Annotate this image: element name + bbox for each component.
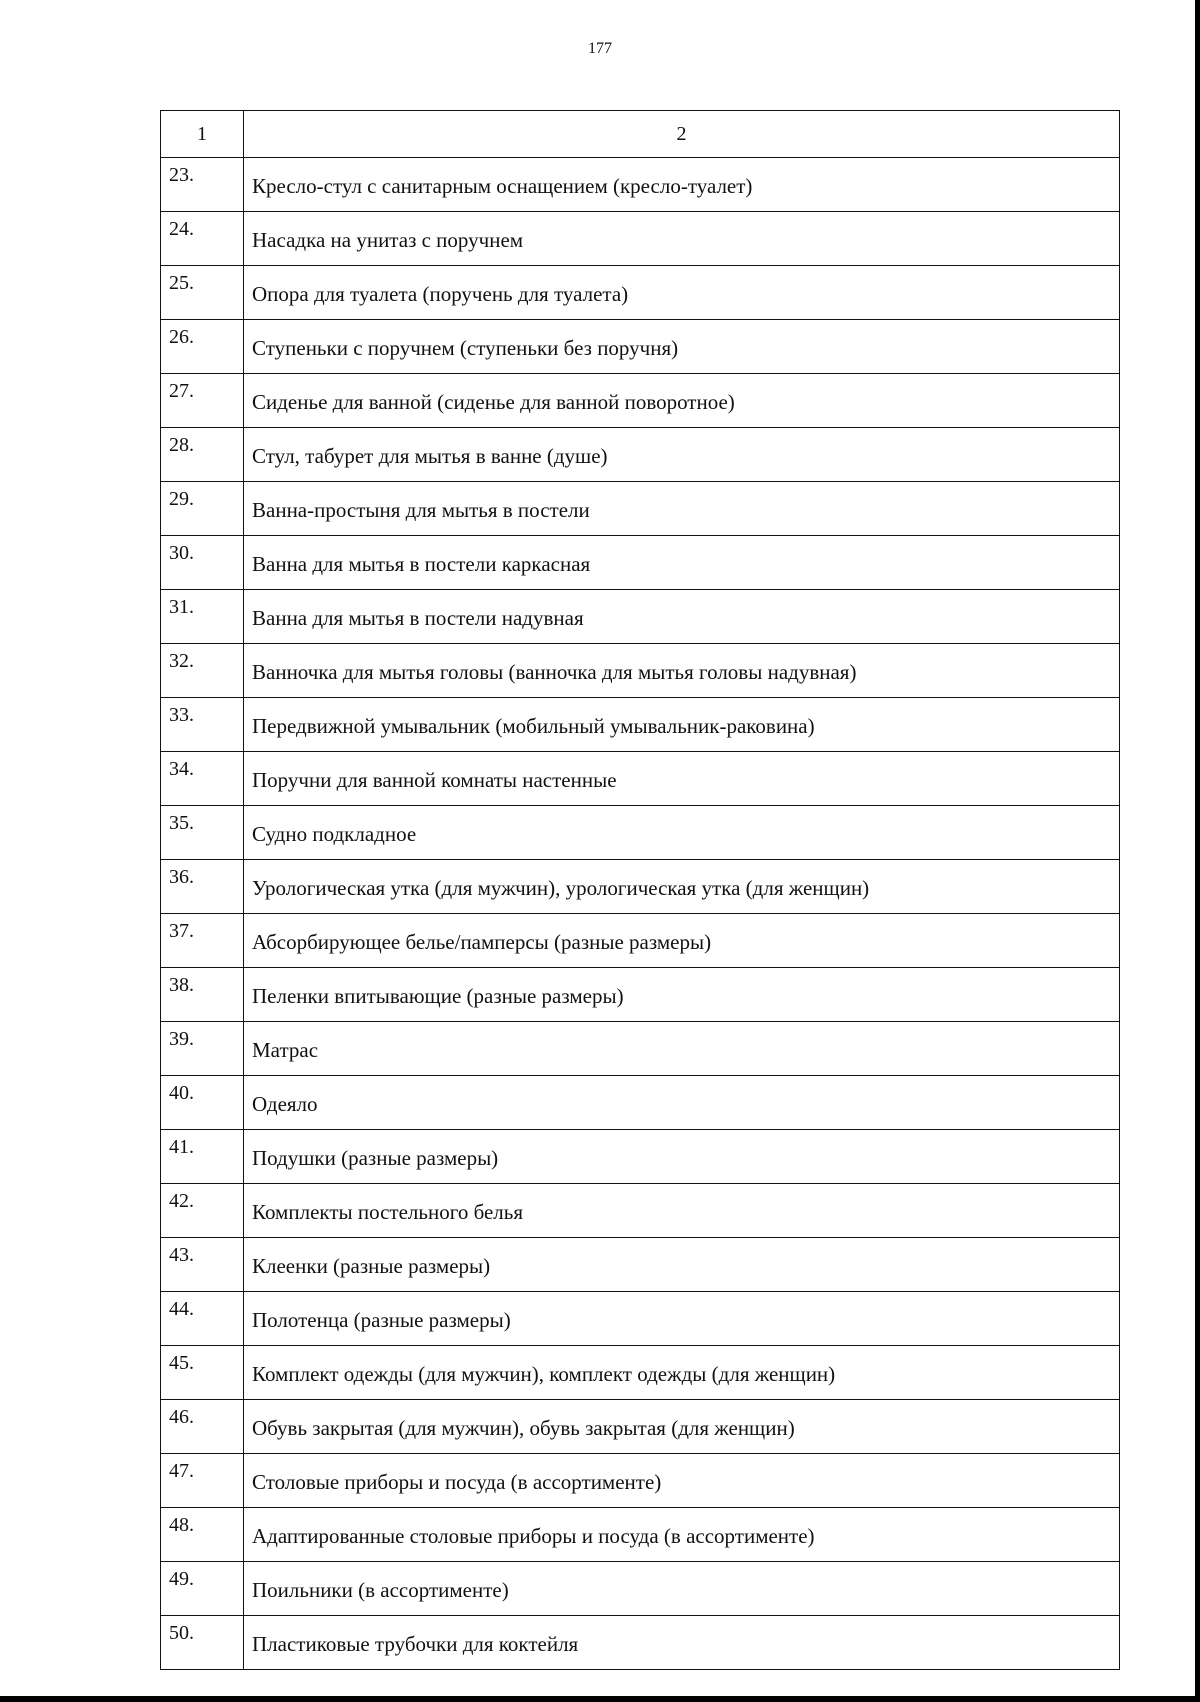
row-number-cell: 31. [161,590,244,644]
item-name-cell: Абсорбирующее белье/памперсы (разные размеры) [244,914,1120,968]
item-name-cell: Матрас [244,1022,1120,1076]
item-name-cell: Ступеньки с поручнем (ступеньки без поручня) [244,320,1120,374]
table-row [161,374,1120,428]
row-number-cell: 40. [161,1076,244,1130]
row-number-cell: 48. [161,1508,244,1562]
scan-edge-bottom [0,1696,1200,1702]
row-number-cell: 32. [161,644,244,698]
item-name-cell: Адаптированные столовые приборы и посуда (в ассортименте) [244,1508,1120,1562]
row-number-cell: 49. [161,1562,244,1616]
row-number-cell: 26. [161,320,244,374]
table-row [161,1346,1120,1400]
row-number-cell: 35. [161,806,244,860]
table-row [161,968,1120,1022]
table-row [161,428,1120,482]
item-name-cell: Судно подкладное [244,806,1120,860]
row-number-cell: 29. [161,482,244,536]
item-name-cell: Ванна для мытья в постели надувная [244,590,1120,644]
item-name-cell: Сиденье для ванной (сиденье для ванной поворотное) [244,374,1120,428]
row-number-cell: 27. [161,374,244,428]
item-name-cell: Кресло-стул с санитарным оснащением (кресло-туалет) [244,158,1120,212]
row-number-cell: 39. [161,1022,244,1076]
row-number-cell: 37. [161,914,244,968]
table-row [161,1184,1120,1238]
table-row [161,482,1120,536]
row-number-cell: 30. [161,536,244,590]
item-name-cell: Ванна-простыня для мытья в постели [244,482,1120,536]
table-row [161,1400,1120,1454]
item-name-cell: Полотенца (разные размеры) [244,1292,1120,1346]
table-row [161,698,1120,752]
table-row [161,1562,1120,1616]
table-row [161,1292,1120,1346]
row-number-cell: 41. [161,1130,244,1184]
row-number-cell: 34. [161,752,244,806]
row-number-cell: 45. [161,1346,244,1400]
row-number-cell: 25. [161,266,244,320]
row-number-cell: 36. [161,860,244,914]
item-name-cell: Комплекты постельного белья [244,1184,1120,1238]
item-name-cell: Ванна для мытья в постели каркасная [244,536,1120,590]
item-name-cell: Пеленки впитывающие (разные размеры) [244,968,1120,1022]
table-row [161,644,1120,698]
item-name-cell: Обувь закрытая (для мужчин), обувь закрытая (для женщин) [244,1400,1120,1454]
table-row [161,752,1120,806]
row-number-cell: 46. [161,1400,244,1454]
row-number-cell: 33. [161,698,244,752]
table-body [161,111,1120,1670]
header-cell-number: 1 [161,111,244,158]
item-name-cell: Насадка на унитаз с поручнем [244,212,1120,266]
item-name-cell: Опора для туалета (поручень для туалета) [244,266,1120,320]
row-number-cell: 38. [161,968,244,1022]
item-name-cell: Стул, табурет для мытья в ванне (душе) [244,428,1120,482]
item-name-cell: Клеенки (разные размеры) [244,1238,1120,1292]
table-row [161,266,1120,320]
item-name-cell: Поильники (в ассортименте) [244,1562,1120,1616]
item-name-cell: Поручни для ванной комнаты настенные [244,752,1120,806]
table-row [161,914,1120,968]
row-number-cell: 47. [161,1454,244,1508]
item-name-cell: Комплект одежды (для мужчин), комплект одежды (для женщин) [244,1346,1120,1400]
table-row [161,590,1120,644]
page-number: 177 [588,40,612,57]
table-row [161,536,1120,590]
table-row [161,1616,1120,1670]
row-number-cell: 28. [161,428,244,482]
table-row [161,158,1120,212]
table-row [161,1022,1120,1076]
items-table [160,110,1120,1670]
table-row [161,860,1120,914]
row-number-cell: 24. [161,212,244,266]
item-name-cell: Столовые приборы и посуда (в ассортименте) [244,1454,1120,1508]
item-name-cell: Одеяло [244,1076,1120,1130]
table-row [161,1454,1120,1508]
table-row [161,320,1120,374]
scan-edge-right [1195,0,1200,1702]
row-number-cell: 50. [161,1616,244,1670]
header-cell-name: 2 [244,111,1120,158]
table-row [161,1508,1120,1562]
row-number-cell: 23. [161,158,244,212]
table-row [161,212,1120,266]
item-name-cell: Пластиковые трубочки для коктейля [244,1616,1120,1670]
table-row [161,806,1120,860]
table-row [161,1238,1120,1292]
item-name-cell: Передвижной умывальник (мобильный умывальник-раковина) [244,698,1120,752]
table-row [161,1130,1120,1184]
table-row [161,1076,1120,1130]
table-header-row [161,111,1120,158]
item-name-cell: Урологическая утка (для мужчин), урологическая утка (для женщин) [244,860,1120,914]
row-number-cell: 42. [161,1184,244,1238]
item-name-cell: Ванночка для мытья головы (ванночка для мытья головы надувная) [244,644,1120,698]
row-number-cell: 44. [161,1292,244,1346]
item-name-cell: Подушки (разные размеры) [244,1130,1120,1184]
row-number-cell: 43. [161,1238,244,1292]
